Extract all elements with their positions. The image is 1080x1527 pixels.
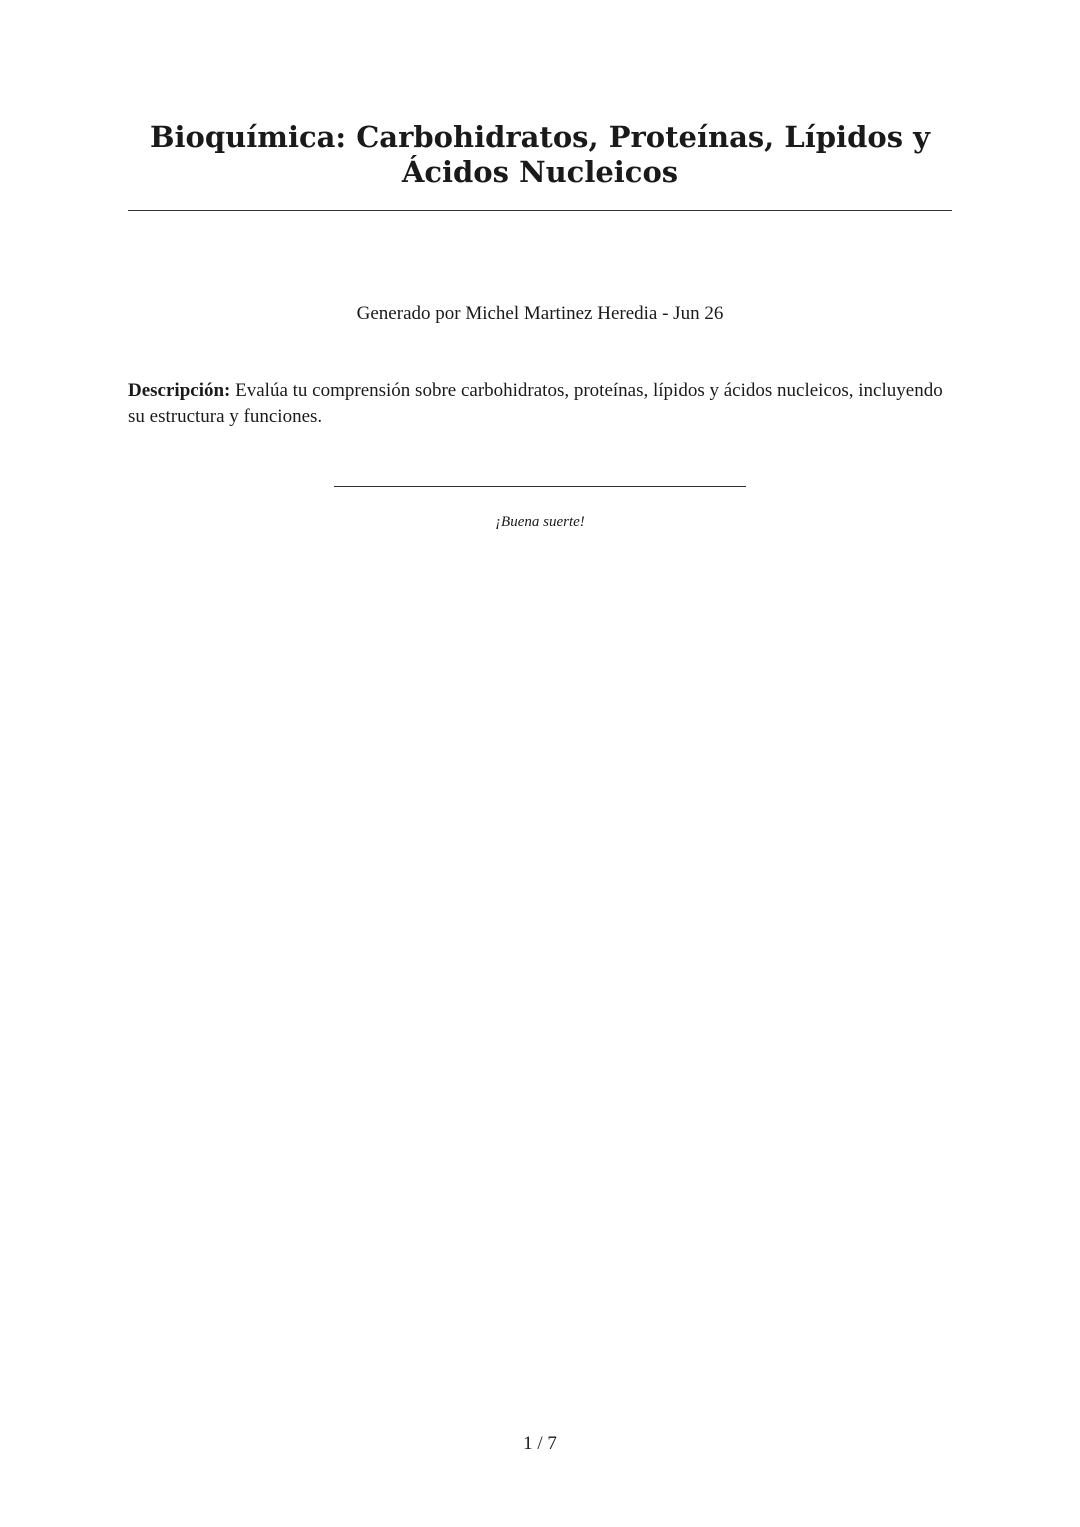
- page-number: 1 / 7: [523, 1433, 557, 1454]
- title-divider: [128, 210, 952, 211]
- generated-by-line: Generado por Michel Martinez Heredia - Jun 26: [356, 303, 724, 324]
- document-title: Bioquímica: Carbohidratos, Proteínas, Lípidos y Ácidos Nucleicos: [150, 120, 930, 189]
- closing-divider: [334, 486, 746, 487]
- description-paragraph: [128, 378, 952, 430]
- description-text: Evalúa tu comprensión sobre carbohidratos, proteínas, lípidos y ácidos nucleicos, incluyendo su estructura y funciones.: [128, 380, 943, 427]
- good-luck-text: ¡Buena suerte!: [495, 514, 585, 530]
- description-label: Descripción:: [128, 380, 231, 401]
